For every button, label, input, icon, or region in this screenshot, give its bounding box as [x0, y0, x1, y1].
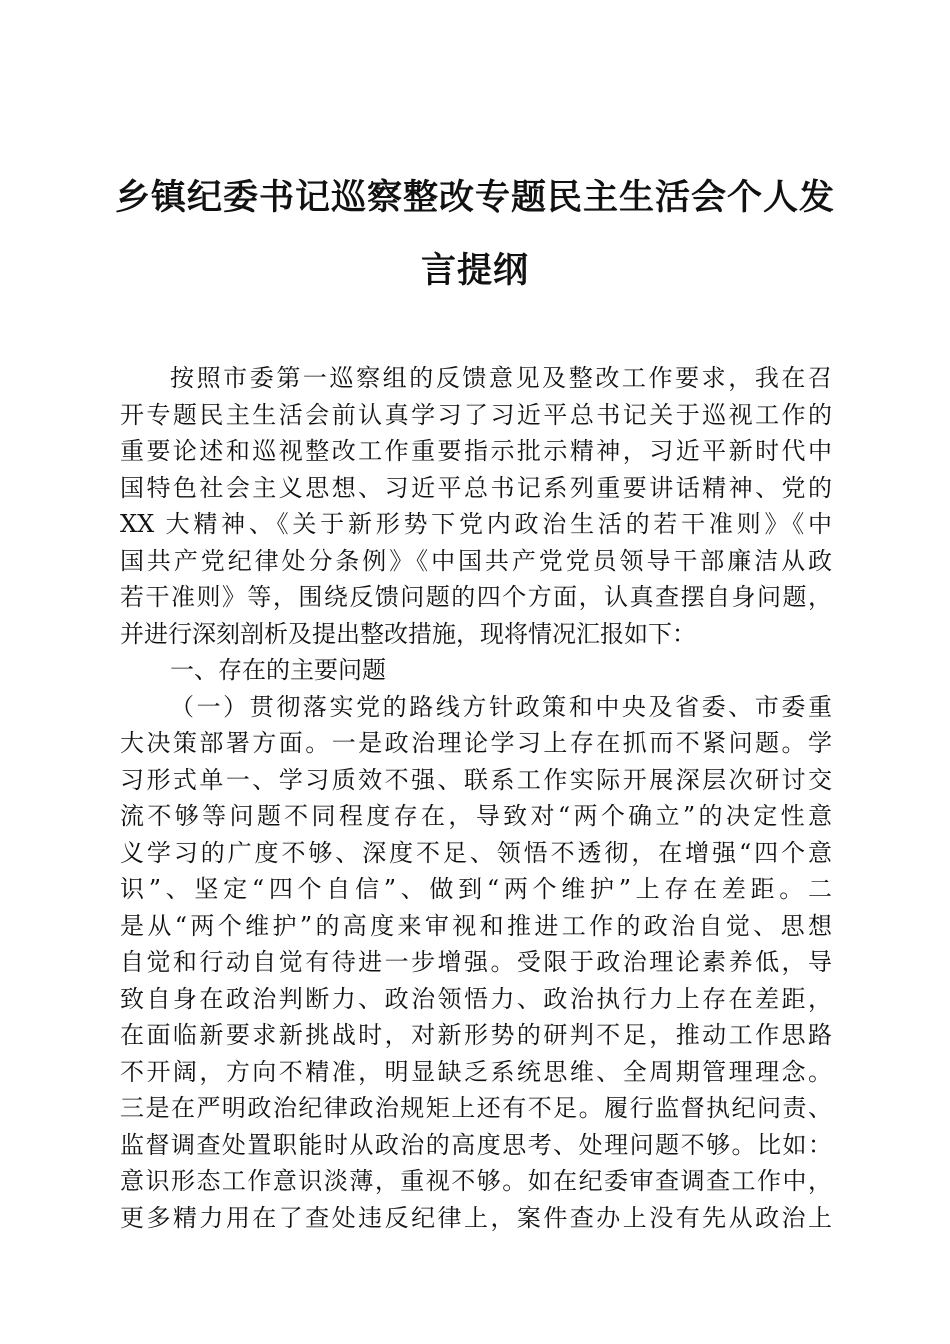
paragraph-line: 自觉和行动自觉有待进一步增强。受限于政治理论素养低，导 — [120, 948, 832, 976]
paragraph-line: 大决策部署方面。一是政治理论学习上存在抓而不紧问题。学 — [120, 729, 832, 757]
paragraph-line: 致自身在政治判断力、政治领悟力、政治执行力上存在差距， — [120, 984, 832, 1013]
document-body — [120, 360, 832, 1236]
paragraph-line: 按照市委第一巡察组的反馈意见及整改工作要求，我在召 — [170, 364, 832, 392]
paragraph-line: 习形式单一、学习质效不强、联系工作实际开展深层次研讨交 — [120, 765, 832, 794]
paragraph-line: 三是在严明政治纪律政治规矩上还有不足。履行监督执纪问责、 — [120, 1094, 832, 1122]
paragraph-line: 国共产党纪律处分条例》《中国共产党党员领导干部廉洁从政 — [120, 546, 832, 575]
paragraph-line: 国特色社会主义思想、习近平总书记系列重要讲话精神、党的 — [120, 473, 832, 502]
paragraph-line: 开专题民主生活会前认真学习了习近平总书记关于巡视工作的 — [120, 400, 832, 429]
paragraph-line: 若干准则》等，围绕反馈问题的四个方面，认真查摆自身问题， — [120, 583, 832, 611]
paragraph-line: 更多精力用在了查处违反纪律上，案件查办上没有先从政治上 — [120, 1203, 832, 1232]
paragraph-line: 流不够等问题不同程度存在，导致对“两个确立”的决定性意 — [120, 802, 832, 830]
paragraph-line: 义学习的广度不够、深度不足、领悟不透彻，在增强“四个意 — [120, 838, 832, 867]
paragraph-line: XX 大精神、《关于新形势下党内政治生活的若干准则》《中 — [120, 510, 832, 538]
paragraph-line: 在面临新要求新挑战时，对新形势的研判不足，推动工作思路 — [120, 1021, 832, 1049]
paragraph-line: 识”、坚定“四个自信”、做到“两个维护”上存在差距。二 — [120, 875, 832, 903]
paragraph-line: 重要论述和巡视整改工作重要指示批示精神，习近平新时代中 — [120, 437, 832, 465]
document-title-line-1: 乡镇纪委书记巡察整改专题民主生活会个人发 — [114, 178, 835, 218]
paragraph-line: 意识形态工作意识淡薄，重视不够。如在纪委审查调查工作中， — [120, 1167, 832, 1195]
section-heading: 一、存在的主要问题 — [170, 656, 386, 684]
paragraph-line: 不开阔，方向不精准，明显缺乏系统思维、全周期管理理念。 — [120, 1057, 832, 1086]
paragraph-line: 是从“两个维护”的高度来审视和推进工作的政治自觉、思想 — [120, 911, 832, 940]
paragraph-line: （一）贯彻落实党的路线方针政策和中央及省委、市委重 — [170, 692, 832, 721]
paragraph-line: 监督调查处置职能时从政治的高度思考、处理问题不够。比如： — [120, 1130, 832, 1159]
document-title-line-2: 言提纲 — [420, 251, 529, 291]
paragraph-line: 并进行深刻剖析及提出整改措施，现将情况汇报如下： — [120, 619, 696, 648]
